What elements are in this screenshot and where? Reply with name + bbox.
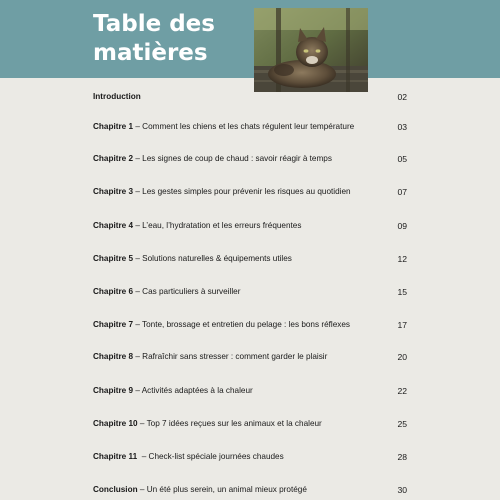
entry-prefix: Chapitre 5 — [93, 254, 134, 263]
toc-entry-chapitre-1[interactable] — [93, 122, 411, 132]
toc-entry-chapitre-10[interactable] — [93, 419, 411, 429]
entry-page-number: 05 — [397, 154, 407, 164]
cat-photo — [254, 8, 368, 92]
title-line-1: Table des — [93, 11, 215, 37]
entry-separator: – — [133, 254, 143, 263]
entry-page-number: 28 — [397, 452, 407, 462]
entry-separator: – — [133, 122, 143, 131]
entry-title: Les gestes simples pour prévenir les risques au quotidien — [142, 187, 351, 196]
entry-page-number: 12 — [397, 254, 407, 264]
entry-prefix: Chapitre 3 — [93, 187, 134, 196]
entry-title: Solutions naturelles & équipements utiles — [142, 254, 292, 263]
entry-separator: – — [133, 154, 143, 163]
entry-page-number: 07 — [397, 187, 407, 197]
entry-title: Tonte, brossage et entretien du pelage : les bons réflexes — [142, 320, 351, 329]
entry-prefix: Chapitre 10 — [93, 419, 138, 428]
toc-entry-chapitre-3[interactable] — [93, 187, 411, 197]
entry-prefix: Chapitre 11 — [93, 452, 138, 461]
entry-separator: – — [133, 221, 143, 230]
entry-page-number: 22 — [397, 386, 407, 396]
entry-page-number: 02 — [397, 92, 407, 102]
toc-entry-chapitre-7[interactable] — [93, 320, 411, 330]
entry-title: Activités adaptées à la chaleur — [141, 386, 253, 395]
entry-title: Les signes de coup de chaud : savoir réagir à temps — [142, 154, 332, 163]
toc-entry-chapitre-11[interactable] — [93, 452, 411, 462]
entry-separator: – — [133, 287, 143, 296]
entry-title: Rafraîchir sans stresser : comment garder le plaisir — [142, 352, 328, 361]
toc-entry-introduction[interactable] — [93, 92, 411, 102]
entry-prefix: Chapitre 7 — [93, 320, 134, 329]
entry-title: Top 7 idées reçues sur les animaux et la chaleur — [146, 419, 322, 428]
entry-separator: – — [137, 485, 147, 494]
toc-entry-chapitre-6[interactable] — [93, 287, 411, 297]
entry-separator: – — [137, 419, 147, 428]
header-band — [0, 0, 500, 78]
toc-entry-chapitre-8[interactable] — [93, 352, 411, 362]
entry-prefix: Chapitre 2 — [93, 154, 134, 163]
entry-prefix: Chapitre 1 — [93, 122, 134, 131]
entry-separator: – — [133, 386, 142, 395]
entry-prefix: Chapitre 8 — [93, 352, 134, 361]
entry-page-number: 17 — [397, 320, 407, 330]
entry-title: Comment les chiens et les chats régulent leur température — [142, 122, 355, 131]
entry-title: Check-list spéciale journées chaudes — [148, 452, 284, 461]
entry-prefix: Chapitre 6 — [93, 287, 134, 296]
page-title — [93, 10, 215, 68]
toc-entry-chapitre-5[interactable] — [93, 254, 411, 264]
entry-page-number: 30 — [397, 485, 407, 495]
entry-page-number: 20 — [397, 352, 407, 362]
toc-entry-chapitre-4[interactable] — [93, 221, 411, 231]
entry-prefix: Conclusion — [93, 485, 138, 494]
entry-prefix: Chapitre 4 — [93, 221, 134, 230]
toc-entry-chapitre-2[interactable] — [93, 154, 411, 164]
title-line-2: matières — [93, 40, 208, 66]
entry-separator: – — [133, 320, 143, 329]
entry-title: L’eau, l’hydratation et les erreurs fréquentes — [142, 221, 302, 230]
entry-page-number: 03 — [397, 122, 407, 132]
entry-prefix: Introduction — [93, 92, 141, 101]
entry-separator: – — [133, 352, 143, 361]
entry-prefix: Chapitre 9 — [93, 386, 134, 395]
toc-entry-chapitre-9[interactable] — [93, 386, 411, 396]
toc-entry-conclusion[interactable] — [93, 485, 411, 495]
entry-separator: – — [133, 187, 143, 196]
entry-page-number: 25 — [397, 419, 407, 429]
entry-page-number: 15 — [397, 287, 407, 297]
entry-separator: – — [137, 452, 149, 461]
entry-title: Cas particuliers à surveiller — [142, 287, 241, 296]
entry-title: Un été plus serein, un animal mieux protégé — [146, 485, 307, 494]
entry-page-number: 09 — [397, 221, 407, 231]
